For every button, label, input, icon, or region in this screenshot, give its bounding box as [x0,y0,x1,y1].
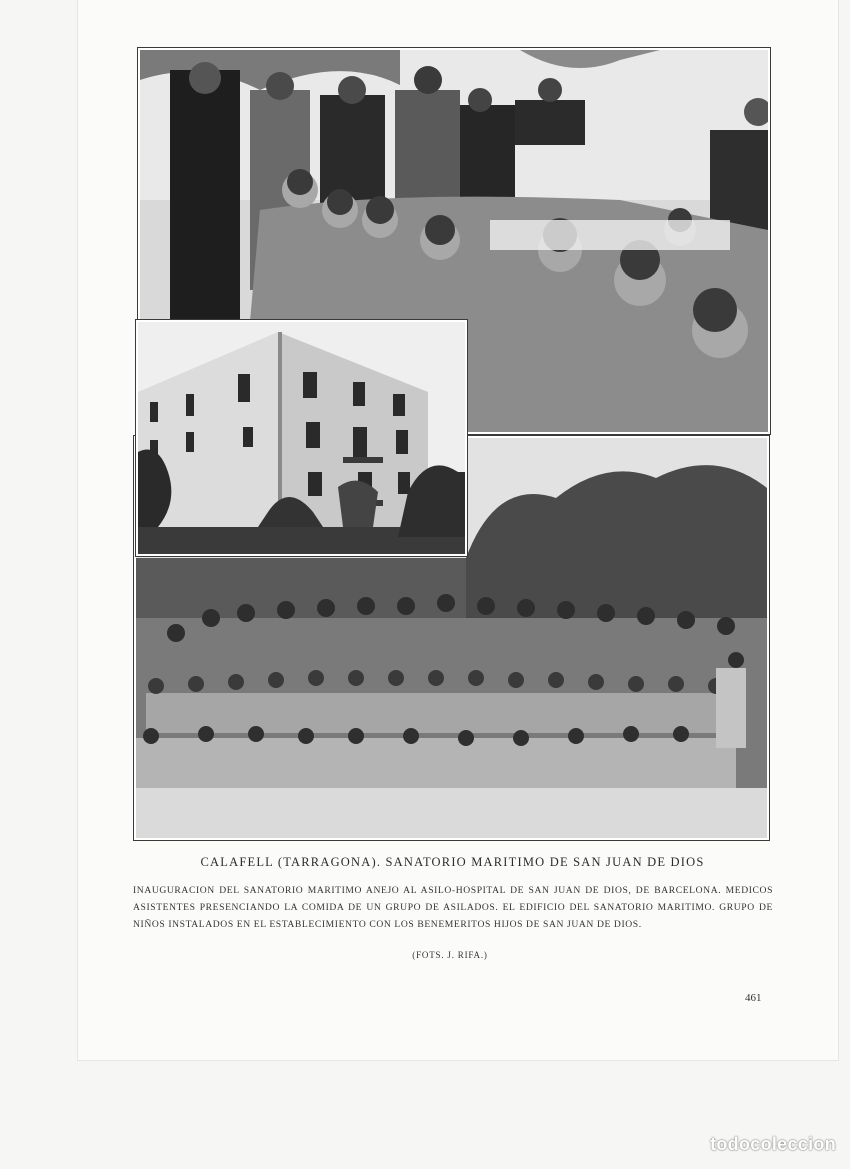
photo-sanatorium-building [136,320,467,556]
watermark-logo: todocoleccion [710,1134,836,1154]
page-number: 461 [745,992,762,1004]
caption-title: CALAFELL (TARRAGONA). SANATORIO MARITIMO DE SAN JUAN DE DIOS [200,855,705,869]
caption-body: INAUGURACION DEL SANATORIO MARITIMO ANEJO AL ASILO-HOSPITAL DE SAN JUAN DE DIOS, DE BARCELONA. MEDICOS ASISTENTES PRESENCIANDO LA COMIDA DE UN GRUPO DE ASILADOS. EL EDIFICIO DEL SANATORIO MARITIMO. GRUPO DE NIÑOS INSTALADOS EN EL ESTABLECIMIENTO CON LOS BENEMERITOS HIJOS DE SAN JUAN DE DIOS. [133,885,773,930]
photo-sanatorium-building-image [138,322,465,554]
photo-credit: (FOTS. J. RIFA.) [412,950,488,960]
